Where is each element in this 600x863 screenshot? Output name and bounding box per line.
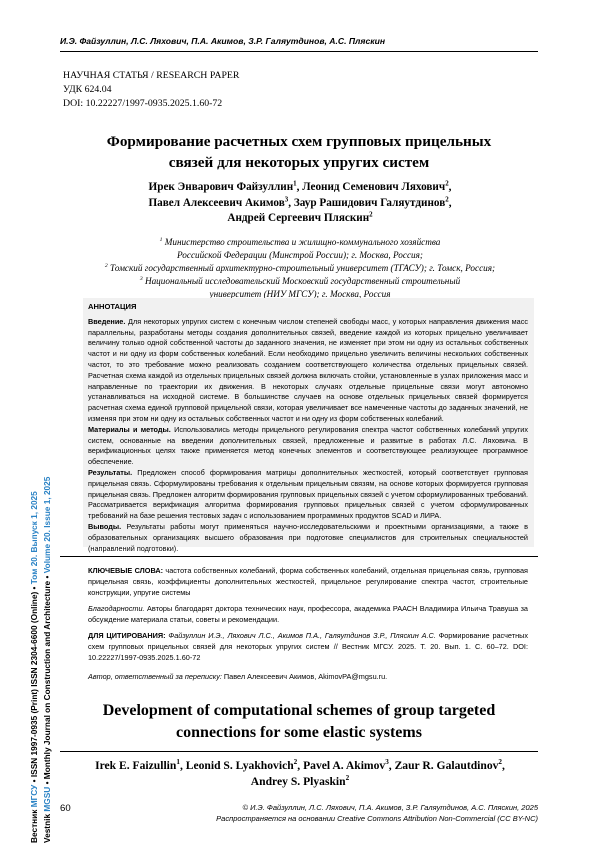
article-type: НАУЧНАЯ СТАТЬЯ / RESEARCH PAPER (63, 69, 239, 83)
acknowledgements-label: Благодарности. (88, 604, 145, 613)
abstract-conclusions-text: Результаты работы могут применяться научно-исследовательскими и проектными организациями, а также в образовательных организациях высшего образования при подготовке специалистов для строительных специальностей (направлений подготовки). (88, 522, 528, 553)
udc-code: УДК 624.04 (63, 83, 239, 97)
en-author-2-aff: 2 (294, 758, 298, 766)
ru-author-1: Ирек Энварович Файзуллин (149, 181, 294, 193)
en-author-1-aff: 1 (176, 758, 180, 766)
acknowledgements-text: Авторы благодарят доктора технических наук, профессора, академика РААСН Владимира Ильича Травуша за обсуждение материала статьи, советы и рекомендации. (88, 604, 528, 624)
ru-author-3: Павел Алексеевич Акимов (148, 197, 284, 209)
sidebar-issue-ru: Том 20. Выпуск 1, 2025 (29, 491, 39, 584)
affiliation-3 (70, 275, 530, 300)
sidebar-brand-en: MGSU (42, 787, 52, 812)
en-author-3: Pavel A. Akimov (303, 759, 385, 772)
abstract-results-label: Результаты. (88, 468, 132, 477)
abstract-bottom-rule (60, 556, 538, 557)
ru-author-5: Андрей Сергеевич Пляскин (227, 212, 369, 224)
keywords-text: частота собственных колебаний, форма собственных колебаний, отдельная прицельная связь, групповая прицельная связь, коэффициенты дополнительных жесткостей, прицельное регулирование спектра частот, строительные конструкции, упругие системы (88, 566, 528, 597)
en-title-rule (60, 751, 538, 752)
en-title-line-1: Development of computational schemes of group targeted (103, 702, 496, 719)
acknowledgements (88, 604, 528, 626)
sidebar-line-ru (28, 343, 40, 843)
abstract-methods (88, 425, 528, 468)
sidebar-line-en (41, 343, 53, 843)
affiliation-1-line-b: Российской Федерации (Минстрой России); г. Москва, Россия; (177, 250, 423, 260)
sidebar-journal-ru: Вестник (29, 810, 39, 843)
sidebar-brand-ru: МГСУ (29, 785, 39, 808)
ru-author-2-aff: 2 (445, 179, 448, 187)
citation-label: ДЛЯ ЦИТИРОВАНИЯ: (88, 631, 166, 640)
citation-authors: Файзуллин И.Э., Ляхович Л.С., Акимов П.А., Галяутдинов З.Р., Пляскин А.С. (168, 631, 435, 640)
affiliation-2-number: 2 (105, 263, 108, 269)
en-title-line-2: connections for some elastic systems (176, 724, 422, 741)
en-author-1: Irek E. Faizullin (95, 759, 176, 772)
abstract-introduction (88, 317, 528, 425)
affiliation-3-line-b: университет (НИУ МГСУ); г. Москва, Россия (210, 289, 391, 299)
abstract (88, 302, 528, 554)
sidebar-issn: • ISSN 1997-0935 (Print) ISSN 2304-6600 (Online) • (29, 587, 39, 783)
page-number: 60 (60, 803, 71, 814)
abstract-results-text: Предложен способ формирования матрицы дополнительных жесткостей, который соответствует групповая прицельная связь. Сформулированы требования к отдельным прицельным связям, на основе которых формируется групповая прицельная связь. Предложен алгоритм формирования групповых прицельных связей с учетом сформулированных требований. Рассматривается верификация алгоритма формирования групповых прицельных связей с учетом сформулированных требований на базе решения тестовых задач с использованием программных продуктов SCAD и ЛИРА. (88, 468, 528, 520)
abstract-intro-text: Для некоторых упругих систем с конечным числом степеней свободы масс, у которых направления движения масс параллельны, разработаны методы создания дополнительных связей, введение каждой из которых прицельно увеличивает величину только одной собственной частоты до заданного значения, не изменяет при этом ни одну из остальных собственных частот и ни одну из форм собственных колебаний. Если необходимо прицельно увеличить величины нескольких собственных частот, то это требование можно реализовать созданием соответствующего количества отдельных прицельных связей. Расчетная схема каждой из отдельных прицельных связей должна включать стойки, установленные в узлах приложения масс и направленные по траектории их движения. В некоторых случаях отдельные прицельные связи могут автономно устанавливаться на исходной системе. В большинстве случаев на основе отдельных прицельных связей формируется расчетная схема единой групповой прицельной связи, которая увеличивает все намеченные частоты до заданных значений, не изменяя при этом ни одну из остальных собственных частот и ни одну из форм собственных колебаний. (88, 317, 528, 423)
correspondence-email[interactable]: AkimovPA@mgsu.ru. (318, 672, 387, 681)
affiliation-1 (70, 236, 530, 261)
ru-title-line-1: Формирование расчетных схем групповых прицельных (107, 133, 491, 150)
ru-title-line-2: связей для некоторых упругих систем (169, 154, 430, 171)
header-rule (60, 51, 538, 52)
affiliation-2-line: Томский государственный архитектурно-строительный университет (ТГАСУ); г. Томск, Россия; (110, 263, 495, 273)
ru-author-2: Леонид Семенович Ляхович (302, 181, 445, 193)
citation-text: Формирование расчетных схем групповых прицельных связей для некоторых упругих систем // Вестник МГСУ. 2025. Т. 20. Вып. 1. С. 60–72. DOI: 10.22227/1997-0935.2025.1.60-72 (88, 631, 528, 662)
keywords-label: КЛЮЧЕВЫЕ СЛОВА: (88, 566, 163, 575)
affiliation-2 (70, 262, 530, 275)
abstract-conclusions (88, 522, 528, 554)
page-footer (200, 802, 538, 824)
en-author-5: Andrey S. Plyaskin (251, 775, 346, 788)
abstract-methods-label: Материалы и методы. (88, 425, 171, 434)
sidebar-issue-en: Volume 20. Issue 1, 2025 (42, 477, 52, 574)
keywords (88, 566, 528, 598)
affiliation-1-number: 1 (160, 237, 163, 243)
ru-author-4-aff: 2 (445, 195, 448, 203)
running-header: И.Э. Файзуллин, Л.С. Ляхович, П.А. Акимов, З.Р. Галяутдинов, А.С. Пляскин (60, 36, 538, 46)
ru-author-5-aff: 2 (369, 210, 372, 218)
abstract-conclusions-label: Выводы. (88, 522, 121, 531)
ru-author-4: Заур Рашидович Галяутдинов (294, 197, 445, 209)
en-author-2: Leonid S. Lyakhovich (186, 759, 294, 772)
footer-license: Распространяется на основании Creative Commons Attribution Non-Commercial (CC BY-NC) (200, 813, 538, 824)
abstract-methods-text: Использовались методы прицельного регулирования спектра частот собственных колебаний упругих систем, основанные на введении дополнительных связей, предложенные и развитые в работах Л.С. Ляховича. В верификационных целях также применяется метод конечных элементов и соответствующее реализующее программное обеспечение. (88, 425, 528, 466)
abstract-intro-label: Введение. (88, 317, 125, 326)
affiliation-3-number: 3 (140, 276, 143, 282)
doi[interactable]: DOI: 10.22227/1997-0935.2025.1.60-72 (63, 97, 239, 111)
en-author-3-aff: 3 (385, 758, 389, 766)
ru-author-1-aff: 1 (293, 179, 296, 187)
journal-sidebar (28, 343, 68, 843)
ru-authors: Ирек Энварович Файзуллин1, Леонид Семенович Ляхович2, Павел Алексеевич Акимов3, Заур Рашидович Галяутдинов2, Андрей Сергеевич Пляскин2 (75, 180, 525, 227)
footer-copyright: © И.Э. Файзуллин, Л.С. Ляхович, П.А. Акимов, З.Р. Галяутдинов, А.С. Пляскин, 2025 (200, 802, 538, 813)
en-author-5-aff: 2 (346, 774, 350, 782)
en-author-4: Zaur R. Galautdinov (395, 759, 499, 772)
article-meta (63, 69, 239, 111)
sidebar-desc-en: • Monthly Journal on Construction and Architecture • (42, 576, 52, 785)
ru-article-title (60, 131, 538, 173)
sidebar-journal-en: Vestnik (42, 814, 52, 843)
correspondence (88, 672, 528, 683)
affiliation-3-line-a: Национальный исследовательский Московский государственный строительный (145, 276, 460, 286)
en-author-4-aff: 2 (498, 758, 502, 766)
correspondence-label: Автор, ответственный за переписку: (88, 672, 222, 681)
en-article-title (60, 700, 538, 744)
abstract-results (88, 468, 528, 522)
en-authors: Irek E. Faizullin1, Leonid S. Lyakhovich2, Pavel A. Akimov3, Zaur R. Galautdinov2, Andrey S. Plyaskin2 (75, 758, 525, 790)
abstract-heading: АННОТАЦИЯ (88, 302, 528, 313)
affiliation-1-line-a: Министерство строительства и жилищно-коммунального хозяйства (165, 237, 441, 247)
ru-author-3-aff: 3 (285, 195, 288, 203)
correspondence-name: Павел Алексеевич Акимов, (224, 672, 316, 681)
citation (88, 631, 528, 663)
